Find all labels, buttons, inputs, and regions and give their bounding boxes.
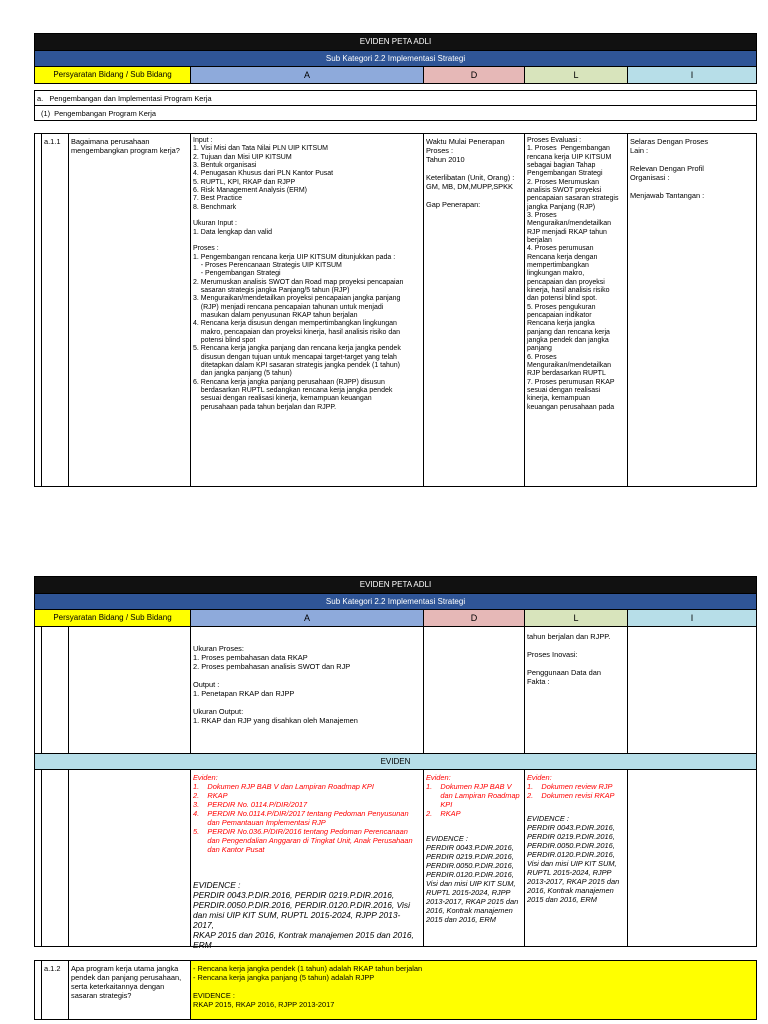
page2-col-d-header: D [423, 609, 525, 627]
evidence-l-red-list: Eviden: 1. Dokumen review RJP 2. Dokumen revisi RKAP [527, 773, 615, 801]
page2-col-l-header: L [524, 609, 628, 627]
eviden-band: EVIDEN [34, 753, 757, 770]
page2-subtitle: Sub Kategori 2.2 Implementasi Strategi [34, 593, 757, 610]
page2-title: EVIDEN PETA ADLI [34, 576, 757, 594]
page2-col-i-header: I [627, 609, 757, 627]
section-1-heading: (1) Pengembangan Program Kerja [34, 105, 757, 121]
page2-requirement-label: Persyaratan Bidang / Sub Bidang [34, 609, 191, 627]
row-id-a11: a.1.1 [44, 137, 61, 146]
evidence-a-list: EVIDENCE : PERDIR 0043.P.DIR.2016, PERDIR 0219.P.DIR.2016, PERDIR.0050.P.DIR.2016, PERDIR.0120.P.DIR.2016, Visi dan misi UIP KIT SUM, RUPTL 2015-2024, RJPP 2013-2017, RKAP 2015 dan 2016, Kontrak manajemen 2015 dan 2016, ERM [193, 880, 414, 951]
col-a-continuation: Ukuran Proses: 1. Proses pembahasan data RKAP 2. Proses pembahasan analisis SWOT dan RJP Output : 1. Penetapan RKAP dan RJPP Ukuran Output: 1. RKAP dan RJP yang disahkan oleh Manajemen [193, 644, 358, 726]
col-i-content-a11: Selaras Dengan Proses Lain : Relevan Dengan Profil Organisasi : Menjawab Tantangan : [630, 137, 709, 201]
evidence-a-red-list: Eviden: 1. Dokumen RJP BAB V dan Lampiran Roadmap KPI 2. RKAP 3. PERDIR No. 0114.P/DIR/2017 4. PERDIR No.0114.P/DIR/2017 tentang Pedoman Penyusunan dan Pemantauan Implementasi RJP 5. PERDIR No.036.P/DIR/2016 tentang Pedoman Perencanaan dan Pengendalian Anggaran di Tingkat Unit, Anak Perusahaan dan Kantor Pusat [193, 773, 413, 855]
evidence-d-list: EVIDENCE : PERDIR 0043.P.DIR.2016, PERDIR 0219.P.DIR.2016, PERDIR.0050.P.DIR.2016, PERDIR.0120.P.DIR.2016, Visi dan misi UIP KIT SUM, RUPTL 2015-2024, RJPP 2013-2017, RKAP 2015 dan 2016, Kontrak manajemen 2015 dan 2016, ERM [426, 834, 519, 925]
answer-a12: - Rencana kerja jangka pendek (1 tahun) adalah RKAP tahun berjalan - Rencana kerja jangka panjang (5 tahun) adalah RJPP EVIDENCE : RKAP 2015, RKAP 2016, RJPP 2013-2017 [193, 964, 423, 1010]
evidence-l-list: EVIDENCE : PERDIR 0043.P.DIR.2016, PERDIR 0219.P.DIR.2016, PERDIR.0050.P.DIR.2016, PERDIR.0120.P.DIR.2016, Visi dan misi UIP KIT SUM, RUPTL 2015-2024, RJPP 2013-2017, RKAP 2015 dan 2016, Kontrak manajemen 2015 dan 2016, ERM [527, 814, 620, 905]
evidence-d-red-list: Eviden: 1. Dokumen RJP BAB V dan Lampiran Roadmap KPI 2. RKAP [426, 773, 520, 819]
row-id-a12: a.1.2 [44, 964, 61, 973]
col-l-content-a11: Proses Evaluasi : 1. Proses Pengembangan rencana kerja UIP KITSUM sebagai bagian Tahap Pengembangan Strategi 2. Proses Merumuskan analisis SWOT proyeksi pencapaian sasaran strategis jangka Panjang (RJP) 3. Proses Menguraikan/mendetailkan RJP menjadi RKAP tahun berjalan 4. Proses perumusan Rencana kerja dengan mempertimbangkan lingkungan makro, pencapaian dan proyeksi kinerja, hasil analisis risiko dan potensi blind spot. 5. Proses pengukuran pencapaian indikator Rencana kerja jangka panjang dan rencana kerja jangka pendek dan jangka panjang 6. Proses Menguraikan/mendetailkan RJP berdasarkan RUPTL 7. Proses perumusan RKAP sesuai dengan realisasi kinerja, kemampuan keuangan perusahaan pada [527, 137, 619, 411]
page1-col-l-header: L [524, 66, 628, 84]
page1-subtitle: Sub Kategori 2.2 Implementasi Strategi [34, 50, 757, 67]
page1-requirement-label: Persyaratan Bidang / Sub Bidang [34, 66, 191, 84]
page1-col-a-header: A [190, 66, 424, 84]
question-a12: Apa program kerja utama jangka pendek dan panjang perusahaan, serta keterkaitannya dengan sasaran strategis? [71, 964, 182, 1001]
page1-col-d-header: D [423, 66, 525, 84]
page2-col-a-header: A [190, 609, 424, 627]
col-a-content-a11: Input : 1. Visi Misi dan Tata Nilai PLN UIP KITSUM 2. Tujuan dan Misi UIP KITSUM 3. Bentuk organisasi 4. Penugasan Khusus dari PLN Kantor Pusat 5. RUPTL, KPI, RKAP dan RJPP 6. Risk Management Analysis (ERM) 7. Best Practice 8. Benchmark Ukuran Input : 1. Data lengkap dan valid Proses : 1. Pengembangan rencana kerja UIP KITSUM ditunjukkan pada : - Proses Perencanaan Strategis UIP KITSUM - Pengembangan Strategi 2. Merumuskan analisis SWOT dan Road map proyeksi pencapaian sasaran strategis jangka Panjang/5 tahun (RJP) 3. Menguraikan/mendetailkan proyeksi pencapaian jangka panjang (RJP) menjadi rencana pencapaian tahunan untuk menjadi masukan dalam penyusunan RKAP tahun berjalan 4. Rencana kerja disusun dengan mempertimbangkan lingkungan makro, pencapaian dan proyeksi kinerja, hasil analisis risiko dan potensi blind spot 5. Rencana kerja jangka panjang dan rencana kerja jangka pendek disusun dengan tujuan untuk mencapai target-target yang telah ditetapkan dalam KPI sasaran strategis jangka pendek (1 tahun) dan jangka panjang (5 tahun) 6. Rencana kerja jangka panjang perusahaan (RJPP) disusun berdasarkan RUPTL sedangkan rencana kerja jangka pendek sesuai dengan realisasi kinerja, kemampuan keuangan perusahaan pada tahun berjalan dan RJPP. [193, 137, 404, 411]
question-a11: Bagaimana perusahaan mengembangkan program kerja? [71, 137, 180, 156]
col-d-content-a11: Waktu Mulai Penerapan Proses : Tahun 2010 Keterlibatan (Unit, Orang) : GM, MB, DM,MUPP,SPKK Gap Penerapan: [426, 137, 515, 210]
col-l-continuation: tahun berjalan dan RJPP. Proses Inovasi: Penggunaan Data dan Fakta : [527, 632, 611, 687]
page1-title: EVIDEN PETA ADLI [34, 33, 757, 51]
section-a-heading: a. Pengembangan dan Implementasi Program Kerja [34, 90, 757, 106]
page1-col-i-header: I [627, 66, 757, 84]
